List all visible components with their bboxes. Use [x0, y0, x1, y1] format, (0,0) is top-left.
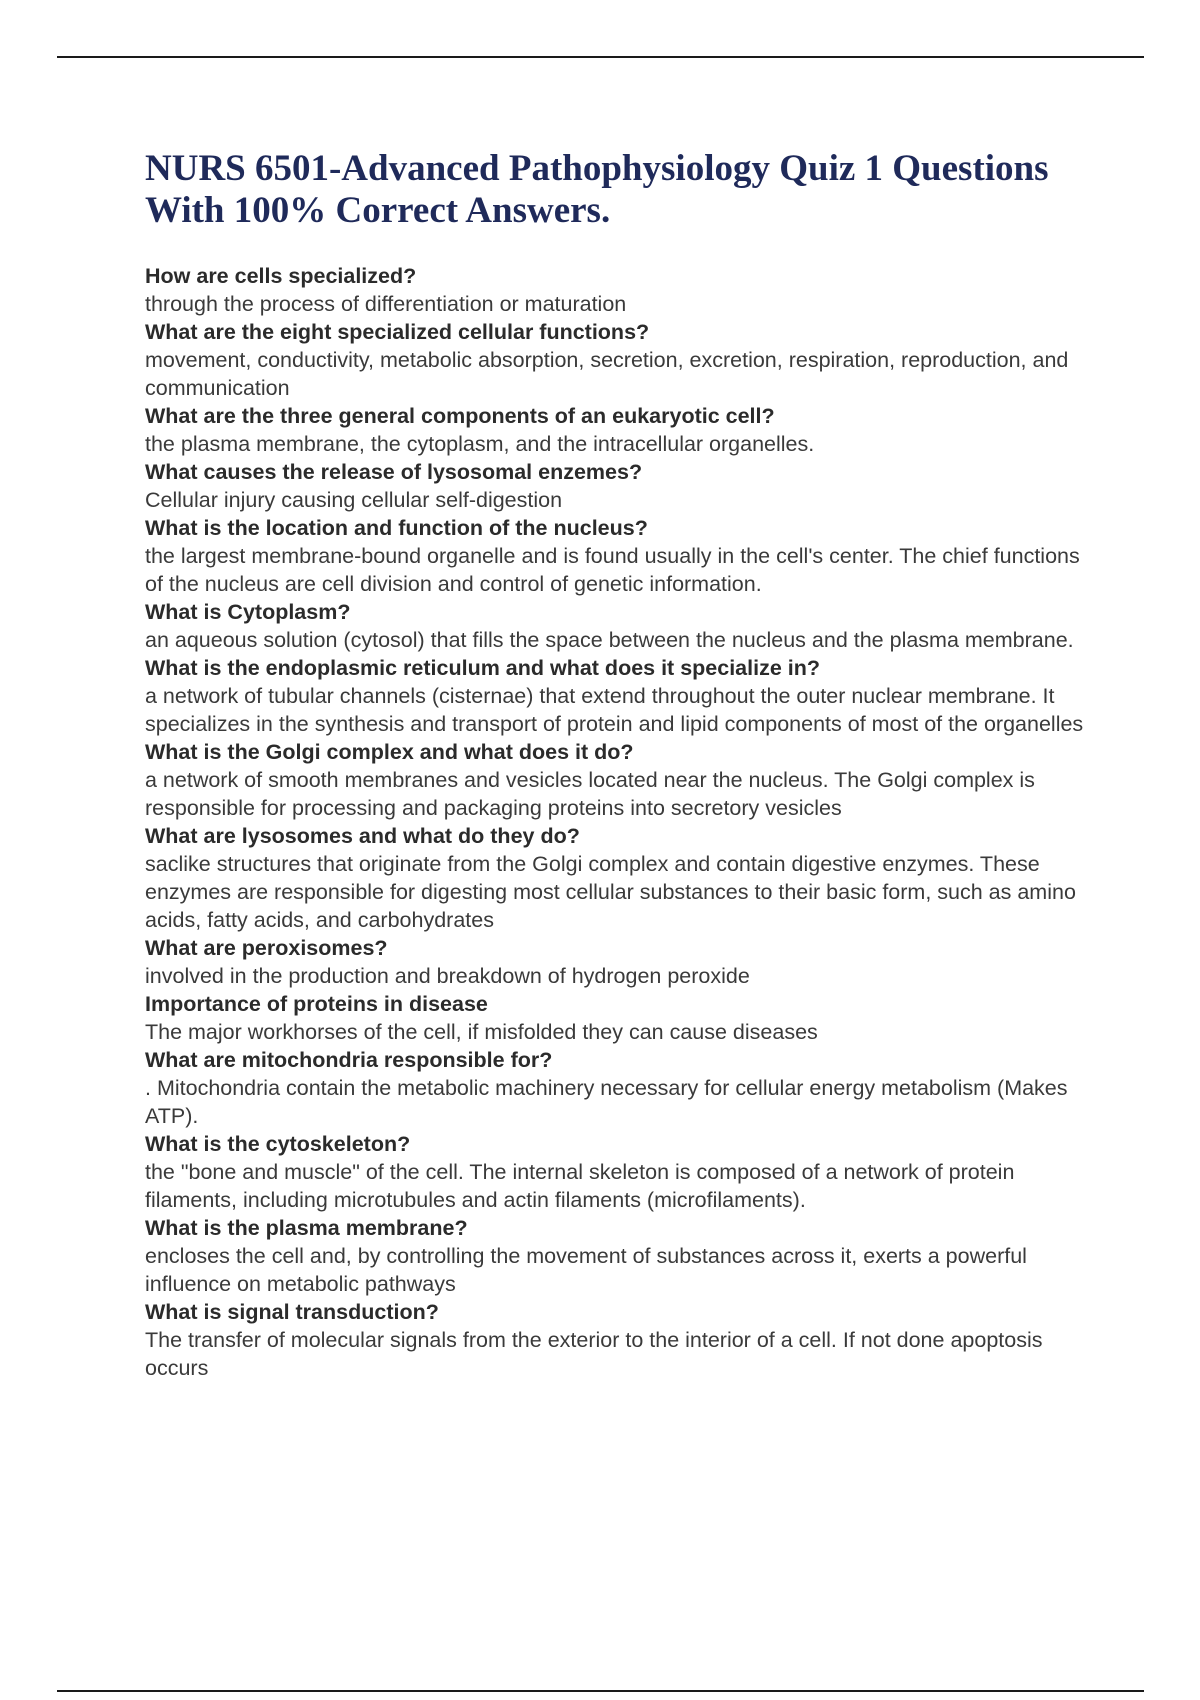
question-1: How are cells specialized? [145, 264, 417, 288]
answer-7: a network of tubular channels (cisternae) that extend throughout the outer nuclear membrane. It specializes in the synthesis and transport of protein and lipid components of most of the organelles [145, 684, 1084, 736]
answer-1: through the process of differentiation or maturation [145, 292, 627, 316]
question-11: Importance of proteins in disease [145, 992, 488, 1016]
question-2: What are the eight specialized cellular functions? [145, 320, 650, 344]
bottom-divider [57, 1690, 1144, 1692]
answer-12: . Mitochondria contain the metabolic machinery necessary for cellular energy metabolism (Makes ATP). [145, 1076, 1068, 1128]
question-5: What is the location and function of the nucleus? [145, 516, 648, 540]
answer-13: the "bone and muscle" of the cell. The internal skeleton is composed of a network of protein filaments, including microtubules and actin filaments (microfilaments). [145, 1160, 1015, 1212]
top-divider [57, 56, 1144, 58]
answer-8: a network of smooth membranes and vesicles located near the nucleus. The Golgi complex is responsible for processing and packaging proteins into secretory vesicles [145, 768, 1035, 820]
question-13: What is the cytoskeleton? [145, 1132, 411, 1156]
question-3: What are the three general components of an eukaryotic cell? [145, 404, 775, 428]
answer-6: an aqueous solution (cytosol) that fills the space between the nucleus and the plasma membrane. [145, 628, 1074, 652]
question-12: What are mitochondria responsible for? [145, 1048, 553, 1072]
question-7: What is the endoplasmic reticulum and what does it specialize in? [145, 656, 820, 680]
answer-11: The major workhorses of the cell, if misfolded they can cause diseases [145, 1020, 818, 1044]
question-15: What is signal transduction? [145, 1300, 439, 1324]
answer-10: involved in the production and breakdown of hydrogen peroxide [145, 964, 750, 988]
qa-list [145, 262, 1100, 1382]
question-8: What is the Golgi complex and what does it do? [145, 740, 634, 764]
answer-9: saclike structures that originate from the Golgi complex and contain digestive enzymes. These enzymes are responsible for digesting most cellular substances to their basic form, such as amino acids, fatty acids, and carbohydrates [145, 852, 1076, 932]
document-body [145, 148, 1100, 1382]
answer-15: The transfer of molecular signals from the exterior to the interior of a cell. If not done apoptosis occurs [145, 1328, 1043, 1380]
answer-5: the largest membrane-bound organelle and is found usually in the cell's center. The chief functions of the nucleus are cell division and control of genetic information. [145, 544, 1080, 596]
page-title: NURS 6501-Advanced Pathophysiology Quiz 1 Questions With 100% Correct Answers. [145, 148, 1049, 231]
answer-2: movement, conductivity, metabolic absorption, secretion, excretion, respiration, reproduction, and communication [145, 348, 1069, 400]
answer-4: Cellular injury causing cellular self-digestion [145, 488, 563, 512]
question-4: What causes the release of lysosomal enzemes? [145, 460, 643, 484]
answer-3: the plasma membrane, the cytoplasm, and the intracellular organelles. [145, 432, 815, 456]
question-10: What are peroxisomes? [145, 936, 388, 960]
answer-14: encloses the cell and, by controlling the movement of substances across it, exerts a powerful influence on metabolic pathways [145, 1244, 1027, 1296]
question-14: What is the plasma membrane? [145, 1216, 468, 1240]
question-6: What is Cytoplasm? [145, 600, 351, 624]
question-9: What are lysosomes and what do they do? [145, 824, 580, 848]
